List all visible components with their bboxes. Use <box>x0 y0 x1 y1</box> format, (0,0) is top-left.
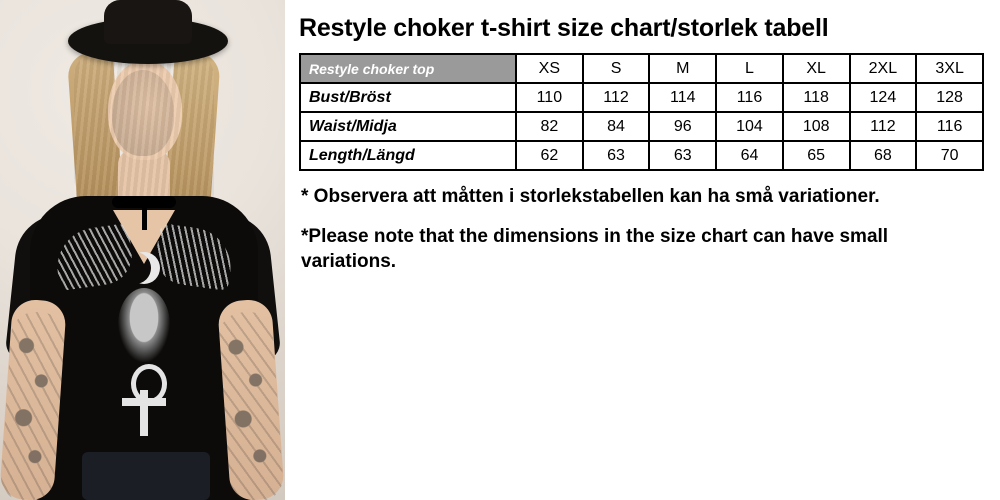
cell-bust-m: 114 <box>649 83 716 112</box>
column-header-s: S <box>583 54 650 83</box>
size-chart-table <box>299 53 984 171</box>
cell-waist-2xl: 112 <box>850 112 917 141</box>
cell-bust-xs: 110 <box>516 83 583 112</box>
cell-length-m: 63 <box>649 141 716 170</box>
column-header-3xl: 3XL <box>916 54 983 83</box>
note-english: *Please note that the dimensions in the size chart can have small variations. <box>301 226 889 272</box>
cell-length-3xl: 70 <box>916 141 983 170</box>
crescent-moon-icon <box>128 252 160 284</box>
cell-waist-m: 96 <box>649 112 716 141</box>
cell-length-xs: 62 <box>516 141 583 170</box>
column-header-xs: XS <box>516 54 583 83</box>
cell-bust-3xl: 128 <box>916 83 983 112</box>
cell-waist-xl: 108 <box>783 112 850 141</box>
column-header-2xl: 2XL <box>850 54 917 83</box>
table-row <box>300 141 983 170</box>
cell-length-s: 63 <box>583 141 650 170</box>
cell-waist-l: 104 <box>716 112 783 141</box>
column-header-m: M <box>649 54 716 83</box>
chart-content <box>285 0 1000 500</box>
table-header <box>300 54 983 83</box>
column-header-xl: XL <box>783 54 850 83</box>
table-corner-label: Restyle choker top <box>300 54 516 83</box>
ankh-crossbar <box>122 398 166 406</box>
row-label-waist: Waist/Midja <box>300 112 516 141</box>
row-label-bust: Bust/Bröst <box>300 83 516 112</box>
note-swedish: * Observera att måtten i storlekstabellen kan ha små variationer. <box>301 186 880 207</box>
cell-bust-s: 112 <box>583 83 650 112</box>
cell-bust-2xl: 124 <box>850 83 917 112</box>
row-label-length: Length/Längd <box>300 141 516 170</box>
model-jeans <box>82 452 210 500</box>
table-body <box>300 83 983 170</box>
cell-length-l: 64 <box>716 141 783 170</box>
cell-waist-xs: 82 <box>516 112 583 141</box>
cell-length-2xl: 68 <box>850 141 917 170</box>
table-header-row <box>300 54 983 83</box>
cell-length-xl: 65 <box>783 141 850 170</box>
cell-waist-s: 84 <box>583 112 650 141</box>
cell-waist-3xl: 116 <box>916 112 983 141</box>
ankh-stem <box>140 390 148 436</box>
scarab-icon <box>118 288 170 362</box>
choker-strap <box>142 204 147 230</box>
column-header-l: L <box>716 54 783 83</box>
table-row <box>300 83 983 112</box>
page-title: Restyle choker t-shirt size chart/storlek tabell <box>299 14 829 42</box>
table-row <box>300 112 983 141</box>
product-photo <box>0 0 285 500</box>
cell-bust-l: 116 <box>716 83 783 112</box>
hat-crown <box>104 0 192 44</box>
cell-bust-xl: 118 <box>783 83 850 112</box>
